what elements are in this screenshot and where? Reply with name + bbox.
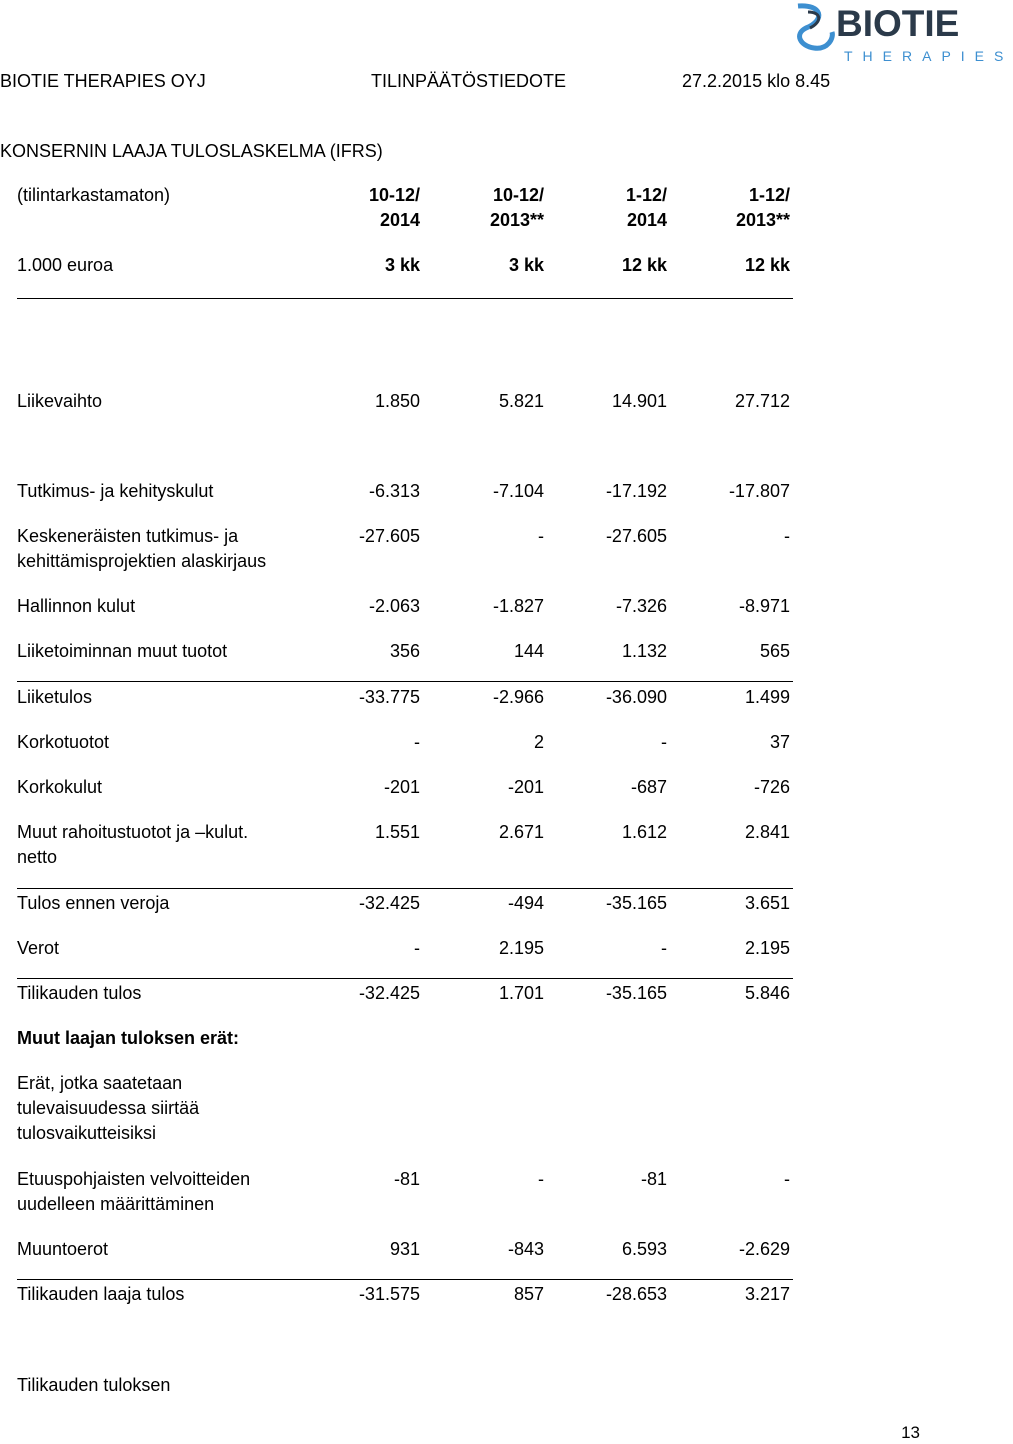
table-row: Tilikauden laaja tulos -31.575 857 -28.653 3.217 (17, 1284, 790, 1304)
subtotal-divider (17, 888, 793, 889)
logo-wordmark: BIOTIE (836, 3, 960, 44)
table-row: Liikevaihto 1.850 5.821 14.901 27.712 (17, 391, 790, 411)
statement-title: KONSERNIN LAAJA TULOSLASKELMA (IFRS) (0, 141, 383, 161)
release-datetime: 27.2.2015 klo 8.45 (682, 71, 831, 91)
table-row: Korkotuotot - 2 - 37 (17, 732, 790, 752)
units-c3: 12 kk (621, 255, 667, 275)
table-row: Etuuspohjaisten velvoitteiden uudelleen määrittäminen -81 - -81 - (17, 1169, 790, 1214)
table-row: Hallinnon kulut -2.063 -1.827 -7.326 -8.971 (17, 596, 790, 616)
table-row: Tulos ennen veroja -32.425 -494 -35.165 3.651 (17, 893, 790, 913)
table-row: Tilikauden tulos -32.425 1.701 -35.165 5.846 (17, 983, 790, 1003)
table-row: Korkokulut -201 -201 -687 -726 (17, 777, 790, 797)
section-subheading: Erät, jotka saatetaan tulevaisuudessa siirtää tulosvaikutteisiksi (17, 1073, 200, 1143)
table-row: Verot - 2.195 - 2.195 (17, 938, 790, 958)
table-row: Tilikauden tuloksen (17, 1375, 171, 1395)
column-header-c4: 1-12/ 2013** (735, 185, 790, 230)
section-heading: Muut laajan tuloksen erät: (17, 1028, 240, 1048)
table-row: Muuntoerot 931 -843 6.593 -2.629 (17, 1239, 790, 1259)
column-header-c1: 10-12/ 2014 (368, 185, 420, 230)
table-row: Liiketoiminnan muut tuotot 356 144 1.132 565 (17, 641, 790, 661)
subtotal-divider (17, 681, 793, 682)
table-row: Keskeneräisten tutkimus- ja kehittämisprojektien alaskirjaus -27.605 - -27.605 - (17, 526, 790, 571)
biotie-swoosh-icon (792, 2, 842, 68)
page-number: 13 (901, 1423, 920, 1442)
document-type: TILINPÄÄTÖSTIEDOTE (371, 71, 567, 91)
table-row: Muut rahoitustuotot ja –kulut. netto 1.551 2.671 1.612 2.841 (17, 822, 790, 867)
audit-note: (tilintarkastamaton) (17, 185, 171, 205)
header-divider (17, 298, 793, 299)
table-row: Tutkimus- ja kehityskulut -6.313 -7.104 -17.192 -17.807 (17, 481, 790, 501)
units-c4: 12 kk (744, 255, 790, 275)
column-header-c2: 10-12/ 2013** (489, 185, 544, 230)
units-row (17, 253, 793, 303)
company-name: BIOTIE THERAPIES OYJ (0, 71, 206, 91)
column-header-c3: 1-12/ 2014 (625, 185, 667, 230)
subtotal-divider (17, 978, 793, 979)
units-c1: 3 kk (384, 255, 420, 275)
units-c2: 3 kk (508, 255, 544, 275)
column-header-row (17, 183, 793, 233)
logo-tagline: THERAPIES (844, 48, 1013, 64)
table-row: Liiketulos -33.775 -2.966 -36.090 1.499 (17, 687, 790, 707)
units-label: 1.000 euroa (17, 255, 114, 275)
biotie-logo (792, 2, 1013, 68)
subtotal-divider (17, 1279, 793, 1280)
